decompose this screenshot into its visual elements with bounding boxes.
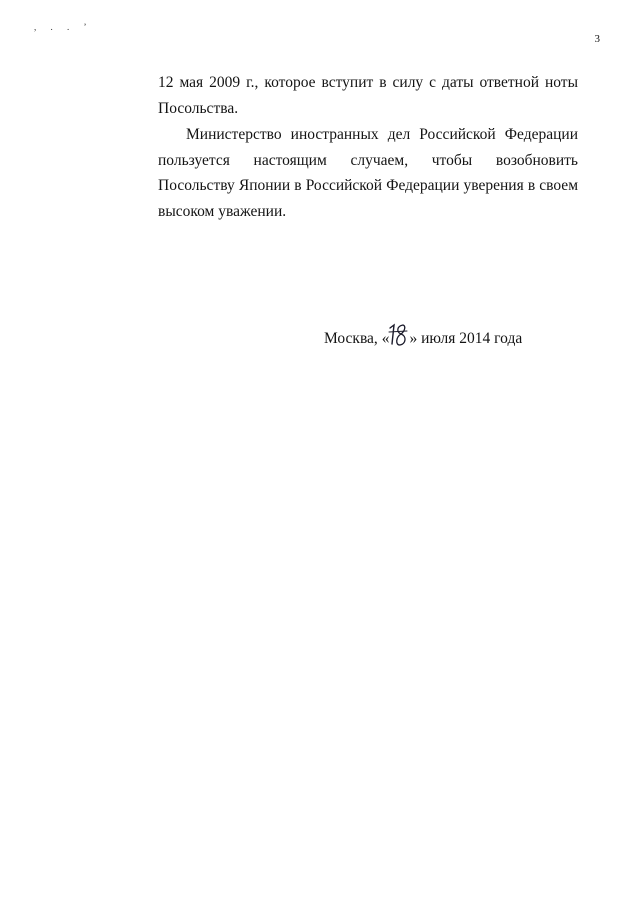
handwritten-day-drawing xyxy=(387,322,411,348)
place-and-date xyxy=(324,328,522,348)
place-name: Москва, xyxy=(324,330,378,347)
page-number: 3 xyxy=(594,33,600,45)
close-quote: » xyxy=(409,330,418,347)
open-quote: « xyxy=(381,330,390,347)
scan-marks: , . . ’ xyxy=(34,22,93,32)
handwritten-day xyxy=(389,328,409,346)
paragraph-2: Министерство иностранных дел Российской Федерации пользуется настоящим случаем, чтобы возобновить Посольству Японии в Российской Федерации уверения в своем высоком уважении. xyxy=(158,126,578,220)
date-text: июля 2014 года xyxy=(421,330,523,347)
paragraph-1: 12 мая 2009 г., которое вступит в силу с даты ответной ноты Посольства. xyxy=(158,74,578,117)
